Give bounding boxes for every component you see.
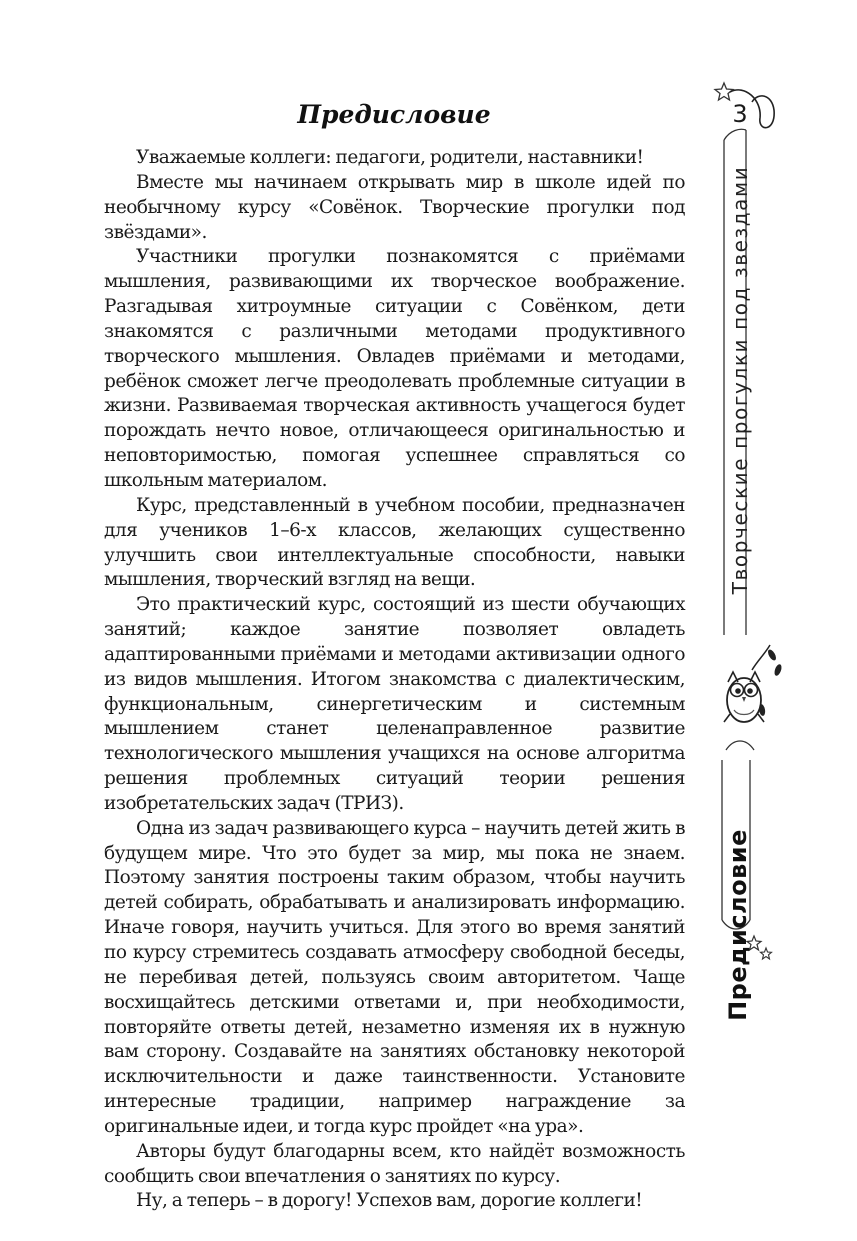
paragraph: Это практический курс, состоящий из шести обучающих занятий; каждое занятие позволяет овладеть адаптированными приёмами и методами активизации одного из видов мышления. Итогом знакомства с диалектическим, функциональным, синергетическим и системным мышлением станет целенаправленное развитие технологического мышления учащихся на основе алгоритма решения проблемных ситуаций теории решения изобретательских задач (ТРИЗ). — [104, 594, 685, 814]
paragraph: Участники прогулки познакомятся с приёмами мышления, развивающими их творческое воображение. Разгадывая хитроумные ситуации с Совёнком, дети знакомятся с различными методами продуктивного творческого мышления. Овладев приёмами и методами, ребёнок сможет легче преодолевать проблемные ситуации в жизни. Развиваемая творческая активность учащегося будет порождать нечто новое, отличающееся оригинальностью и неповторимостью, помогая успешнее справляться со школьным материалом. — [104, 246, 685, 491]
section-label: Предисловие — [724, 829, 752, 1021]
paragraph: Ну, а теперь – в дорогу! Успехов вам, дорогие коллеги! — [136, 1190, 643, 1212]
page-number: 3 — [732, 100, 748, 128]
owl-icon — [724, 672, 764, 722]
paragraph: Курс, представленный в учебном пособии, предназначен для учеников 1–6-х классов, желающих существенно улучшить свои интеллектуальные способности, навыки мышления, творческий взгляд на вещи. — [104, 494, 685, 591]
paragraph: Вместе мы начинаем открывать мир в школе идей по необычному курсу «Совёнок. Творческие прогулки под звёздами». — [104, 171, 685, 243]
paragraph: Одна из задач развивающего курса – научить детей жить в будущем мире. Что это будет за мир, мы пока не знаем. Поэтому занятия построены таким образом, чтобы научить детей собирать, обрабатывать и анализировать информацию. Иначе говоря, научить учиться. Для этого во время занятий по курсу стремитесь создавать атмосферу свободной беседы, не перебивая детей, пользуясь своим авторитетом. Чаще восхищайтесь детскими ответами и, при необходимости, повторяйте ответы детей, незаметно изменяя их в нужную вам сторону. Создавайте на занятиях обстановку некоторой исключительности и даже таинственности. Установите интересные традиции, например награждение за оригинальные идеи, и тогда курс пройдет «на ура». — [104, 817, 685, 1137]
preface-body — [104, 146, 685, 1214]
star-icon — [761, 948, 772, 959]
series-title: Творческие прогулки под звездами — [728, 165, 752, 595]
paragraph: Авторы будут благодарны всем, кто найдёт возможность сообщить свои впечатления о занятиях по курсу. — [104, 1140, 685, 1187]
paragraph: Уважаемые коллеги: педагоги, родители, наставники! — [136, 147, 644, 168]
page-title: Предисловие — [297, 100, 491, 129]
